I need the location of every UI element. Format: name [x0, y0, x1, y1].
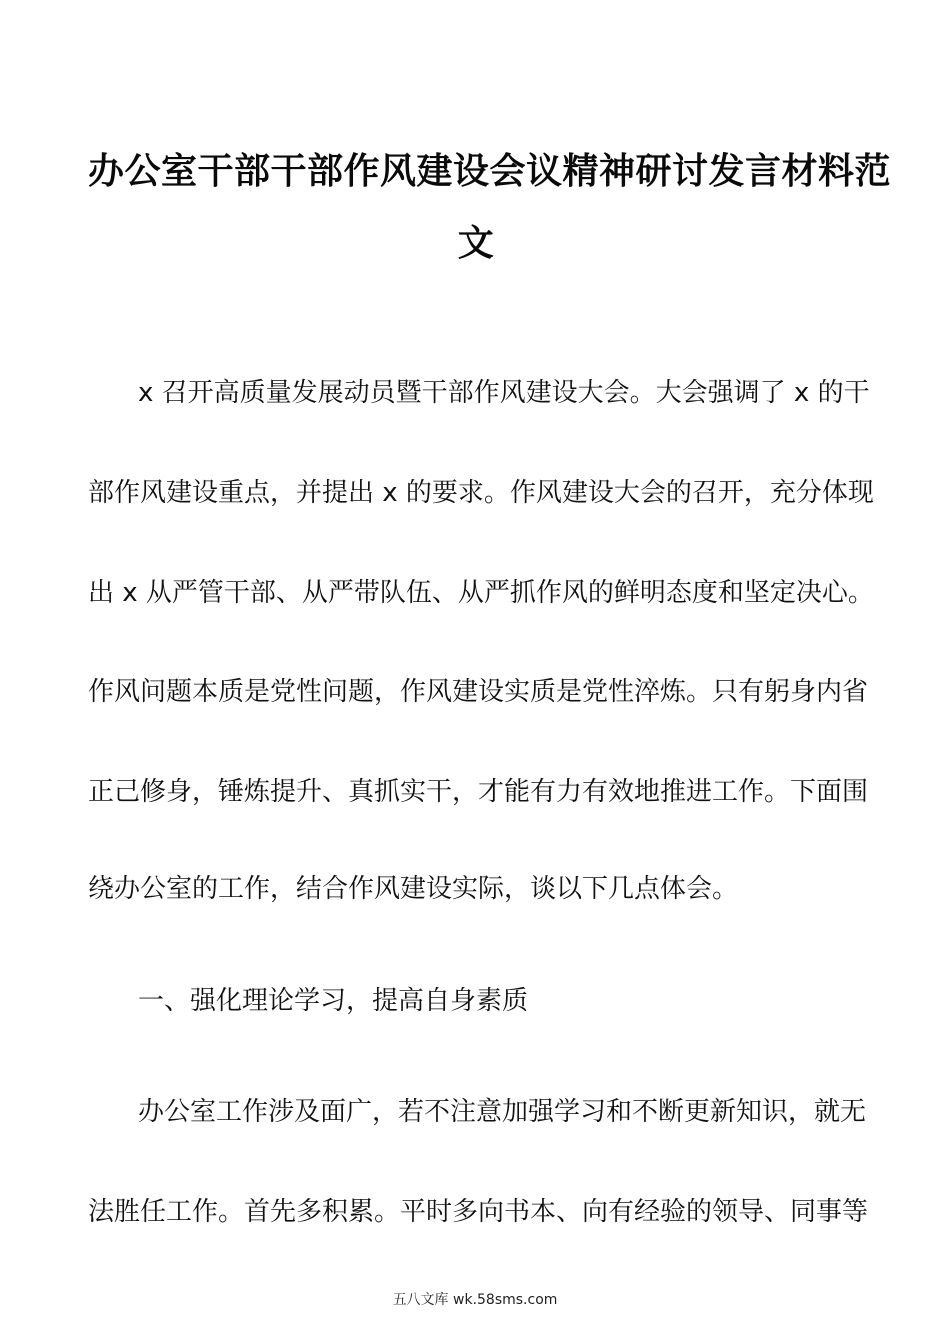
- paragraph-1-line-4: 作风问题本质是党性问题，作风建设实质是党性淬炼。只有躬身内省: [88, 677, 869, 707]
- footer-watermark: 五八文库 wk.58sms.com: [392, 1292, 558, 1308]
- paragraph-1-line-5: 正己修身，锤炼提升、真抓实干，才能有力有效地推进工作。下面围: [88, 777, 869, 807]
- paragraph-2-line-1: 办公室工作涉及面广，若不注意加强学习和不断更新知识，就无: [138, 1097, 867, 1127]
- section-heading-1: 一、强化理论学习，提高自身素质: [138, 986, 529, 1016]
- paragraph-2-line-2: 法胜任工作。首先多积累。平时多向书本、向有经验的领导、同事等: [88, 1197, 869, 1227]
- paragraph-1-line-3: 出 x 从严管干部、从严带队伍、从严抓作风的鲜明态度和坚定决心。: [88, 578, 874, 608]
- paragraph-1-line-2: 部作风建设重点，并提出 x 的要求。作风建设大会的召开，充分体现: [88, 478, 874, 508]
- paragraph-1-line-1: x 召开高质量发展动员暨干部作风建设大会。大会强调了 x 的干: [138, 378, 870, 408]
- document-title-line-1: 办公室干部干部作风建设会议精神研讨发言材料范: [88, 151, 892, 192]
- paragraph-1-line-6: 绕办公室的工作，结合作风建设实际，谈以下几点体会。: [88, 874, 739, 904]
- document-title-line-2: 文: [457, 223, 495, 264]
